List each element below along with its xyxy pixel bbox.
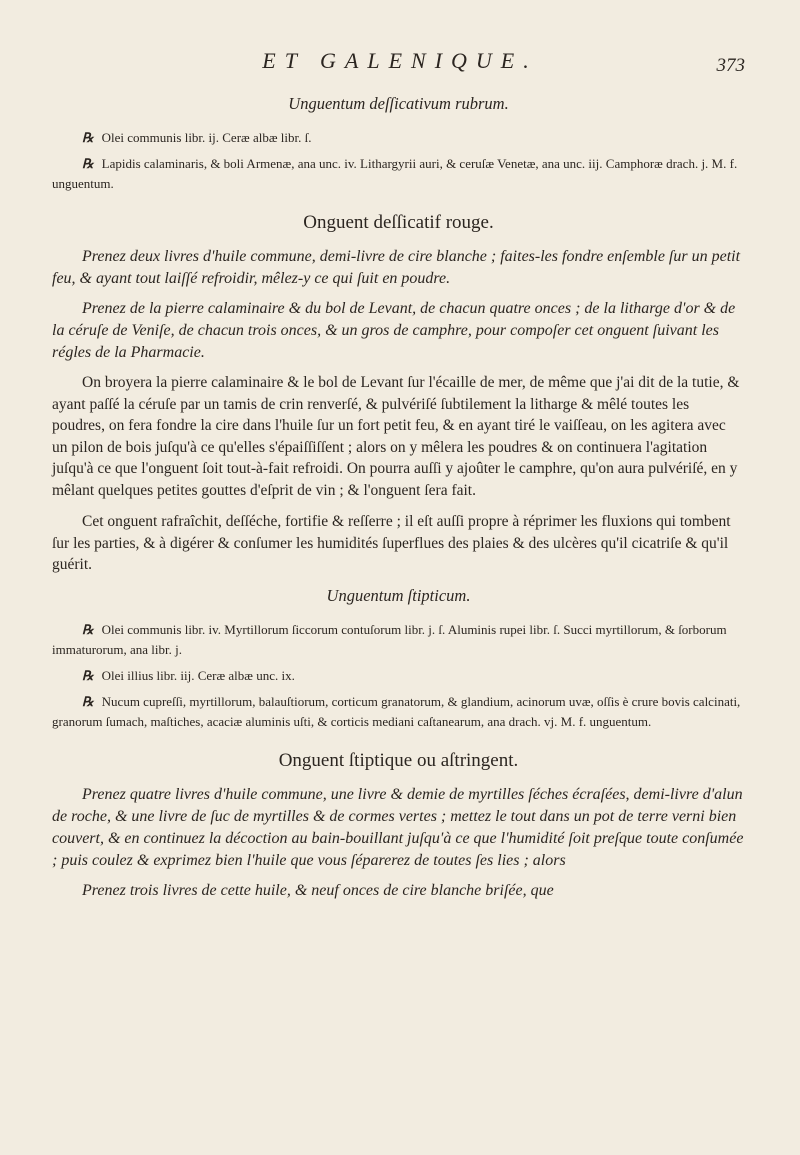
instruction-paragraph: Prenez deux livres d'huile commune, demi-livre de cire blanche ; faites-les fondre enſemble ſur un petit feu, & ayant tout laiſſé refroidir, mêlez-y ce qui ſuit en poudre. — [52, 248, 741, 287]
recipe-line — [52, 666, 745, 686]
instruction-paragraph: Prenez de la pierre calaminaire & du bol de Levant, de chacun quatre onces ; de la litharge d'or & de la céruſe de Veniſe, de chacun trois onces, & un gros de camphre, pour compoſer cet onguent ſuivant les régles de la Pharmacie. — [52, 300, 736, 361]
instruction-paragraph: Prenez quatre livres d'huile commune, une livre & demie de myrtilles ſéches écraſées, demi-livre d'alun de roche, & une livre de ſuc de myrtilles & de cormes vertes ; mettez le tout dans un pot de terre verni bien couvert, & en continuez la décoction au bain-bouillant juſqu'à ce que l'humidité ſoit preſque toute conſumée ; puis coulez & exprimez bien l'huile que vous ſéparerez de toutes ſes lies ; alors — [52, 785, 744, 869]
body-paragraph: Cet onguent rafraîchit, deſſéche, fortifie & reſſerre ; il eſt auſſi propre à réprimer les fluxions qui tombent ſur les parties, & à digérer & conſumer les humidités ſuperflues des plaies & des ulcères qu'il cicatriſe & qu'il guérit. — [52, 513, 731, 573]
recipe-text: Lapidis calaminaris, & boli Armenæ, ana unc. iv. Lithargyrii auri, & ceruſæ Venetæ, ana unc. iij. Camphoræ drach. j. M. f. unguentum. — [52, 156, 738, 191]
french-title-astringent: Onguent ſtiptique ou aſtringent. — [278, 749, 519, 771]
recipe-line — [52, 154, 745, 194]
page-number: 373 — [716, 55, 745, 76]
page-content — [52, 94, 745, 910]
recipe-text: Olei communis libr. iv. Myrtillorum ſiccorum contuſorum libr. j. ſ. Aluminis rupei libr. ſ. Succi myrtillorum, & ſorborum immaturorum, ana libr. j. — [52, 621, 727, 657]
rx-sign-icon: ℞ — [82, 156, 94, 171]
body-paragraph: On broyera la pierre calaminaire & le bol de Levant ſur l'écaille de mer, de même que j'ai dit de la tutie, & ayant paſſé la céruſe par un tamis de crin renverſé, & pulvériſé ſubtilement la litharge & mêlé toutes les poudres, on fera fondre la cire dans l'huile ſur un fort petit feu, & en ayant tiré le vaiſſeau, on les agitera avec un pilon de bois juſqu'à ce qu'elles s'épaiſſiſſent ; alors on y mêlera les poudres & on continuera l'agitation juſqu'à ce que l'onguent ſoit tout-à-fait refroidi. On pourra auſſi y ajoûter le camphre, qu'on aura pulvériſé, en y mêlant quelques petites gouttes d'eſprit de vin ; & l'onguent ſera fait. — [52, 374, 740, 499]
running-head: ET GALENIQUE. — [262, 48, 538, 73]
french-title-rouge: Onguent deſſicatif rouge. — [303, 212, 494, 233]
recipe-line — [52, 620, 745, 660]
rx-sign-icon: ℞ — [82, 693, 94, 709]
recipe-text: Olei illius libr. iij. Ceræ albæ unc. ix. — [101, 667, 295, 683]
recipe-line — [52, 692, 745, 732]
recipe-text: Nucum cupreſſi, myrtillorum, balauſtiorum, corticum granatorum, & glandium, acinorum uvæ, oſſis è crure bovis calcinati, granorum ſumach, maſtiches, acaciæ aluminis uſti, & corticis mediani caſtanearum, ana drach. vj. M. f. unguentum. — [52, 693, 741, 729]
rx-sign-icon: ℞ — [82, 130, 94, 145]
latin-title-stipticum: Unguentum ſtipticum. — [326, 585, 471, 605]
latin-title-rubrum: Unguentum deſſicativum rubrum. — [288, 94, 509, 113]
recipe-line — [52, 128, 745, 148]
rx-sign-icon: ℞ — [82, 667, 94, 683]
rx-sign-icon: ℞ — [82, 621, 94, 637]
instruction-paragraph: Prenez trois livres de cette huile, & neuf onces de cire blanche briſée, que — [82, 881, 554, 899]
recipe-text: Olei communis libr. ij. Ceræ albæ libr. ſ. — [101, 130, 312, 145]
